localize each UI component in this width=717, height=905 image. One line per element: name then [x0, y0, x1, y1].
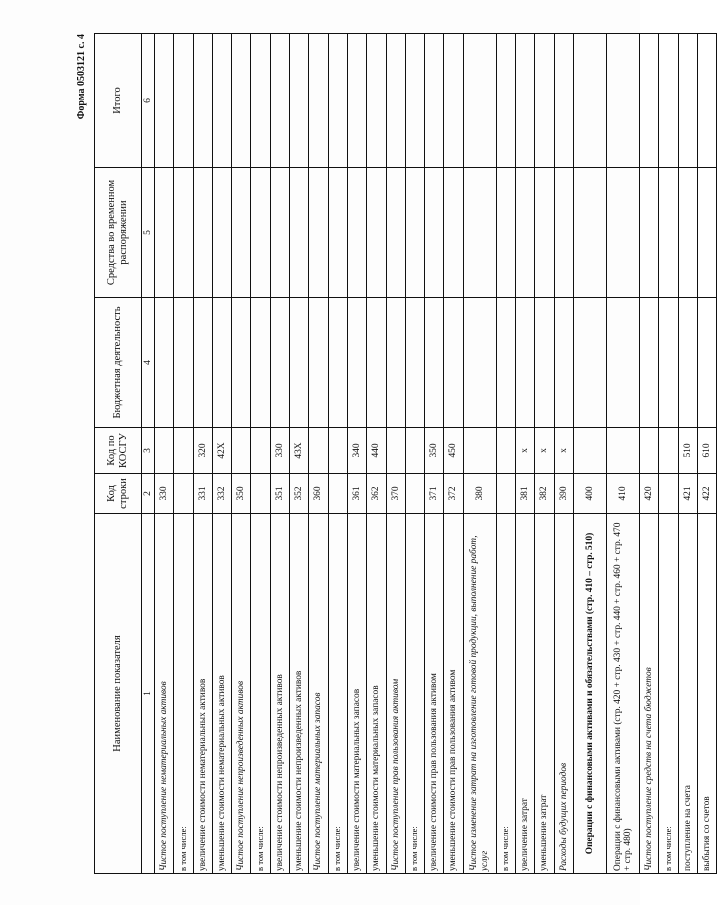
row-kosgu: 42X	[212, 428, 231, 474]
row-total-cell	[639, 34, 658, 168]
row-total-cell	[697, 34, 716, 168]
table-body	[155, 34, 717, 874]
table-row	[425, 34, 444, 874]
row-total-cell	[573, 34, 606, 168]
row-budget-cell	[251, 298, 270, 428]
table-row	[516, 34, 535, 874]
row-temp-cell	[193, 168, 212, 298]
row-budget-cell	[697, 298, 716, 428]
row-kosgu: 340	[347, 428, 366, 474]
row-code: 372	[444, 474, 463, 514]
row-temp-cell	[270, 168, 289, 298]
table-row	[535, 34, 554, 874]
row-budget-cell	[535, 298, 554, 428]
row-total-cell	[290, 34, 309, 168]
row-kosgu: 320	[193, 428, 212, 474]
row-temp-cell	[659, 168, 678, 298]
row-temp-cell	[405, 168, 424, 298]
table-row	[573, 34, 606, 874]
row-code: 361	[347, 474, 366, 514]
row-budget-cell	[405, 298, 424, 428]
row-budget-cell	[193, 298, 212, 428]
row-code: 400	[573, 474, 606, 514]
row-budget-cell	[174, 298, 193, 428]
row-label: увеличение стоимости прав пользования активом	[425, 514, 444, 874]
table-row	[232, 34, 251, 874]
row-code	[174, 474, 193, 514]
col-number: 5	[142, 168, 155, 298]
row-total-cell	[516, 34, 535, 168]
row-total-cell	[463, 34, 496, 168]
table-row	[270, 34, 289, 874]
row-code: 362	[367, 474, 386, 514]
row-budget-cell	[573, 298, 606, 428]
row-code: 410	[606, 474, 639, 514]
row-code: 381	[516, 474, 535, 514]
table-row	[496, 34, 515, 874]
row-kosgu	[386, 428, 405, 474]
row-kosgu: 610	[697, 428, 716, 474]
row-total-cell	[270, 34, 289, 168]
row-code: 352	[290, 474, 309, 514]
row-code: 330	[155, 474, 174, 514]
row-temp-cell	[554, 168, 573, 298]
row-kosgu: 450	[444, 428, 463, 474]
row-budget-cell	[496, 298, 515, 428]
row-label: Чистое поступление прав пользования активом	[386, 514, 405, 874]
row-temp-cell	[697, 168, 716, 298]
row-total-cell	[309, 34, 328, 168]
row-code	[405, 474, 424, 514]
header-code: Код строки	[95, 474, 142, 514]
report-table	[94, 33, 717, 874]
row-temp-cell	[290, 168, 309, 298]
row-code: 380	[463, 474, 496, 514]
header-row	[95, 34, 142, 874]
header-name: Наименование показателя	[95, 514, 142, 874]
table-row	[697, 34, 716, 874]
row-temp-cell	[251, 168, 270, 298]
row-code: 360	[309, 474, 328, 514]
rotated-form	[76, 34, 712, 874]
row-total-cell	[496, 34, 515, 168]
row-temp-cell	[232, 168, 251, 298]
table-row	[554, 34, 573, 874]
row-label: уменьшение стоимости прав пользования активом	[444, 514, 463, 874]
row-kosgu: x	[554, 428, 573, 474]
row-total-cell	[251, 34, 270, 168]
row-total-cell	[425, 34, 444, 168]
row-code	[496, 474, 515, 514]
row-total-cell	[554, 34, 573, 168]
row-code: 390	[554, 474, 573, 514]
row-total-cell	[212, 34, 231, 168]
row-budget-cell	[463, 298, 496, 428]
row-label: Чистое поступление непроизведенных активов	[232, 514, 251, 874]
row-budget-cell	[270, 298, 289, 428]
row-total-cell	[174, 34, 193, 168]
row-budget-cell	[212, 298, 231, 428]
row-label: Операции с финансовыми активами и обязательствами (стр. 410 – стр. 510)	[573, 514, 606, 874]
row-label: в том числе:	[251, 514, 270, 874]
row-temp-cell	[425, 168, 444, 298]
row-label: Чистое поступление средств на счета бюджетов	[639, 514, 658, 874]
row-code: 382	[535, 474, 554, 514]
row-label: увеличение стоимости нематериальных активов	[193, 514, 212, 874]
row-total-cell	[444, 34, 463, 168]
row-code: 351	[270, 474, 289, 514]
form-code: Форма 0503121 с. 4	[76, 34, 87, 120]
row-temp-cell	[496, 168, 515, 298]
row-label: поступление на счета	[678, 514, 697, 874]
col-number: 1	[142, 514, 155, 874]
table-row	[639, 34, 658, 874]
row-total-cell	[678, 34, 697, 168]
row-label: уменьшение стоимости нематериальных активов	[212, 514, 231, 874]
row-kosgu	[251, 428, 270, 474]
row-temp-cell	[386, 168, 405, 298]
row-budget-cell	[309, 298, 328, 428]
row-kosgu	[232, 428, 251, 474]
header-total: Итого	[95, 34, 142, 168]
row-total-cell	[347, 34, 366, 168]
row-kosgu	[659, 428, 678, 474]
column-number-row	[142, 34, 155, 874]
row-temp-cell	[212, 168, 231, 298]
row-budget-cell	[639, 298, 658, 428]
row-kosgu: 330	[270, 428, 289, 474]
row-code: 332	[212, 474, 231, 514]
row-temp-cell	[606, 168, 639, 298]
row-kosgu: 510	[678, 428, 697, 474]
table-row	[367, 34, 386, 874]
row-code: 421	[678, 474, 697, 514]
table-row	[309, 34, 328, 874]
row-label: увеличение стоимости материальных запасов	[347, 514, 366, 874]
row-label: выбытия со счетов	[697, 514, 716, 874]
row-label: Расходы будущих периодов	[554, 514, 573, 874]
row-temp-cell	[639, 168, 658, 298]
row-label: Операции с финансовыми активами (стр. 420 + стр. 430 + стр. 440 + стр. 460 + стр. 470 + стр. 480)	[606, 514, 639, 874]
col-number: 2	[142, 474, 155, 514]
row-kosgu	[463, 428, 496, 474]
table-row	[659, 34, 678, 874]
row-temp-cell	[155, 168, 174, 298]
row-temp-cell	[516, 168, 535, 298]
header-kosgu: Код по КОСГУ	[95, 428, 142, 474]
row-total-cell	[232, 34, 251, 168]
row-code: 422	[697, 474, 716, 514]
row-temp-cell	[174, 168, 193, 298]
row-code: 350	[232, 474, 251, 514]
row-label: увеличение стоимости непроизведенных активов	[270, 514, 289, 874]
row-temp-cell	[328, 168, 347, 298]
table-row	[174, 34, 193, 874]
row-temp-cell	[463, 168, 496, 298]
table-row	[347, 34, 366, 874]
row-temp-cell	[535, 168, 554, 298]
table-row	[606, 34, 639, 874]
row-temp-cell	[444, 168, 463, 298]
row-code	[659, 474, 678, 514]
row-budget-cell	[606, 298, 639, 428]
row-kosgu: 350	[425, 428, 444, 474]
table-row	[444, 34, 463, 874]
row-label: в том числе:	[174, 514, 193, 874]
row-label: Чистое изменение затрат на изготовление готовой продукции, выполнение работ, услуг	[463, 514, 496, 874]
row-total-cell	[367, 34, 386, 168]
table-row	[251, 34, 270, 874]
row-label: Чистое поступление нематериальных активов	[155, 514, 174, 874]
row-total-cell	[193, 34, 212, 168]
row-kosgu	[155, 428, 174, 474]
row-kosgu	[328, 428, 347, 474]
row-total-cell	[606, 34, 639, 168]
row-label: в том числе:	[328, 514, 347, 874]
row-budget-cell	[425, 298, 444, 428]
row-total-cell	[535, 34, 554, 168]
row-code: 370	[386, 474, 405, 514]
row-code	[251, 474, 270, 514]
row-code	[328, 474, 347, 514]
row-kosgu	[496, 428, 515, 474]
row-budget-cell	[659, 298, 678, 428]
row-kosgu	[573, 428, 606, 474]
row-code: 331	[193, 474, 212, 514]
table-row	[290, 34, 309, 874]
row-temp-cell	[309, 168, 328, 298]
row-kosgu: x	[535, 428, 554, 474]
row-kosgu: 43X	[290, 428, 309, 474]
row-label: в том числе:	[405, 514, 424, 874]
row-kosgu	[606, 428, 639, 474]
row-budget-cell	[444, 298, 463, 428]
row-kosgu	[639, 428, 658, 474]
row-label: уменьшение стоимости материальных запасов	[367, 514, 386, 874]
row-label: уменьшение стоимости непроизведенных активов	[290, 514, 309, 874]
table-row	[386, 34, 405, 874]
row-kosgu	[174, 428, 193, 474]
row-total-cell	[328, 34, 347, 168]
header-budget: Бюджетная деятельность	[95, 298, 142, 428]
row-label: в том числе:	[659, 514, 678, 874]
col-number: 6	[142, 34, 155, 168]
row-budget-cell	[155, 298, 174, 428]
row-total-cell	[659, 34, 678, 168]
row-kosgu: x	[516, 428, 535, 474]
row-label: увеличение затрат	[516, 514, 535, 874]
row-budget-cell	[328, 298, 347, 428]
table-row	[405, 34, 424, 874]
row-code: 371	[425, 474, 444, 514]
row-budget-cell	[232, 298, 251, 428]
row-label: Чистое поступление материальных запасов	[309, 514, 328, 874]
row-kosgu: 440	[367, 428, 386, 474]
row-budget-cell	[367, 298, 386, 428]
row-temp-cell	[347, 168, 366, 298]
row-budget-cell	[290, 298, 309, 428]
row-kosgu	[405, 428, 424, 474]
col-number: 4	[142, 298, 155, 428]
table-row	[328, 34, 347, 874]
row-budget-cell	[516, 298, 535, 428]
table-row	[155, 34, 174, 874]
row-label: в том числе:	[496, 514, 515, 874]
table-row	[678, 34, 697, 874]
row-kosgu	[309, 428, 328, 474]
row-budget-cell	[347, 298, 366, 428]
row-code: 420	[639, 474, 658, 514]
row-temp-cell	[678, 168, 697, 298]
header-temp: Средства во временном распоряжении	[95, 168, 142, 298]
row-label: уменьшение затрат	[535, 514, 554, 874]
row-total-cell	[155, 34, 174, 168]
col-number: 3	[142, 428, 155, 474]
row-total-cell	[386, 34, 405, 168]
table-row	[193, 34, 212, 874]
row-budget-cell	[678, 298, 697, 428]
row-budget-cell	[554, 298, 573, 428]
row-budget-cell	[386, 298, 405, 428]
row-temp-cell	[367, 168, 386, 298]
row-total-cell	[405, 34, 424, 168]
table-row	[463, 34, 496, 874]
row-temp-cell	[573, 168, 606, 298]
table-row	[212, 34, 231, 874]
